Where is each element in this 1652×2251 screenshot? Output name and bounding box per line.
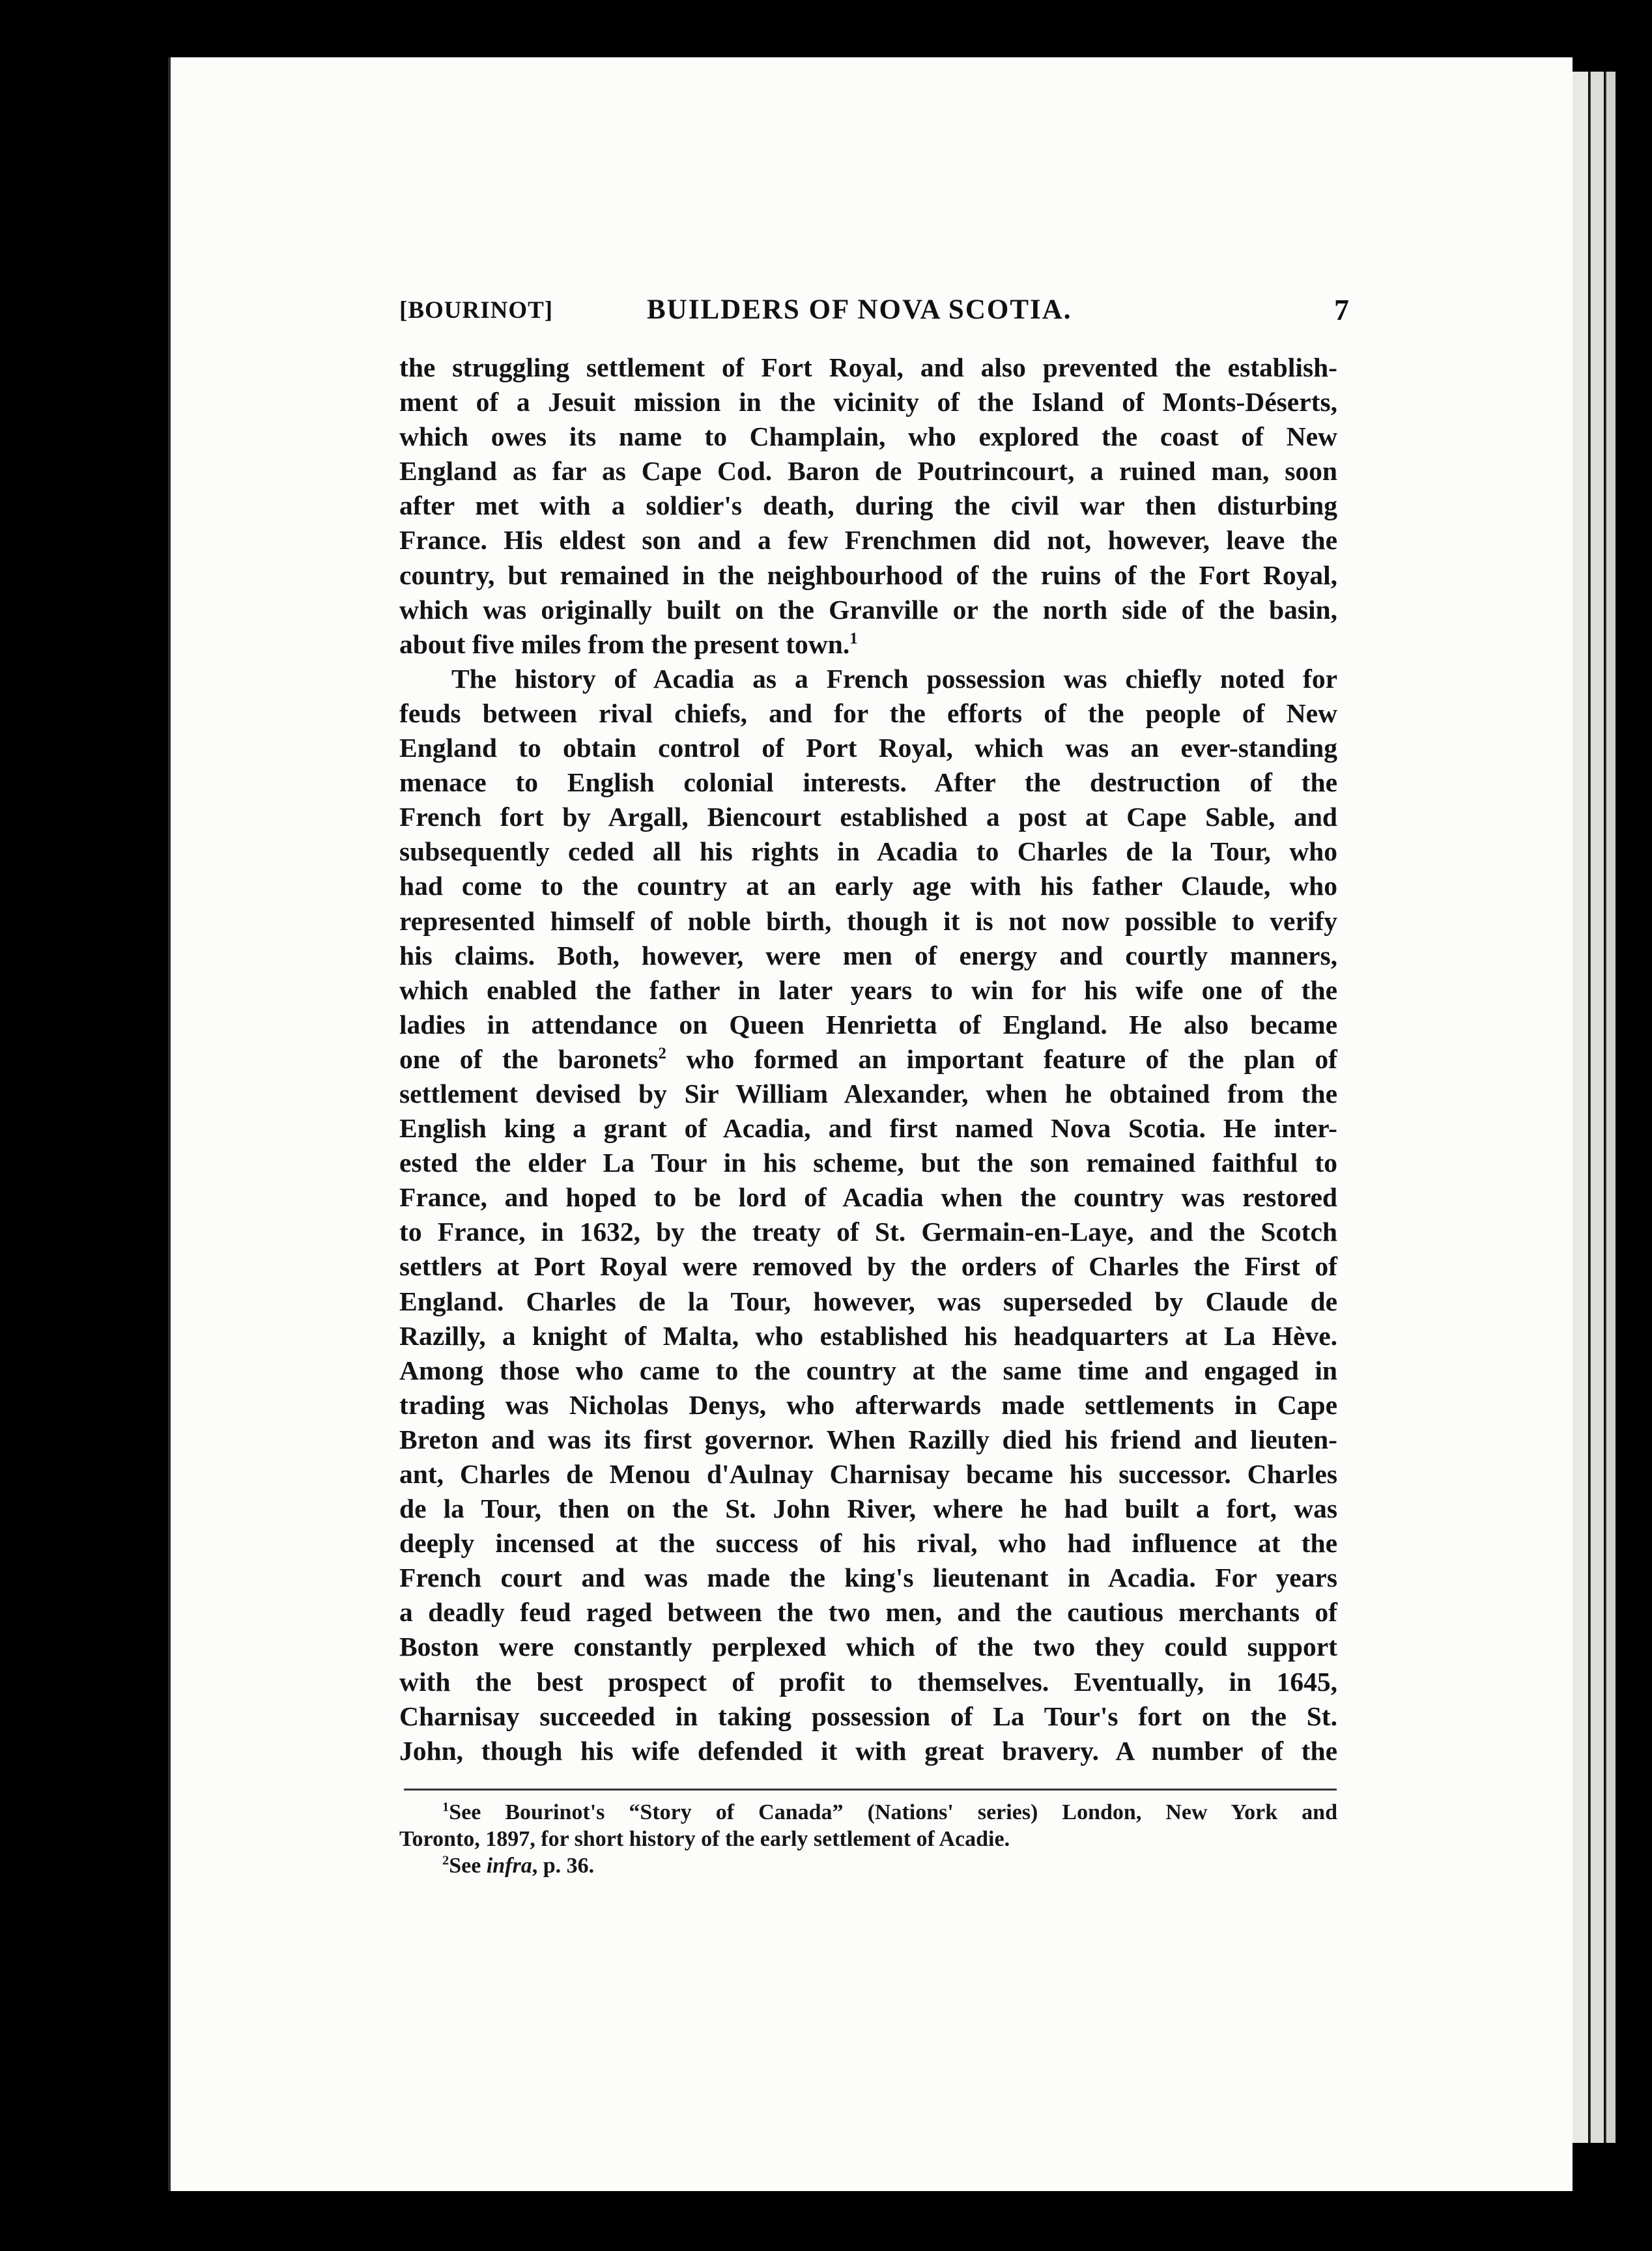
text-line: France. His eldest son and a few Frenchmen did not, however, leave the [399, 525, 1337, 556]
text-line: de la Tour, then on the St. John River, where he had built a fort, was [399, 1494, 1337, 1524]
footnote-ref: 1 [849, 629, 858, 647]
text-line: settlers at Port Royal were removed by the orders of Charles the First of [399, 1251, 1337, 1282]
text-line: the struggling settlement of Fort Royal, and also prevented the establish- [399, 352, 1337, 382]
text-line: with the best prospect of profit to themselves. Eventually, in 1645, [399, 1666, 1337, 1697]
footnote-mark: 1 [442, 1800, 449, 1815]
text-line: which was originally built on the Granville or the north side of the basin, [399, 594, 1337, 625]
running-head [399, 293, 1349, 335]
text-line: country, but remained in the neighbourhood of the ruins of the Fort Royal, [399, 559, 1337, 590]
footnote-text: , p. 36. [532, 1854, 595, 1878]
text-line: The history of Acadia as a French possession was chiefly noted for [451, 663, 1337, 694]
footnote-text: See Bourinot's “Story of Canada” (Nations' series) London, New York and [449, 1800, 1337, 1824]
body-text [399, 350, 1337, 1768]
footnote-divider [404, 1789, 1337, 1791]
text-line: deeply incensed at the success of his rival, who had influence at the [399, 1528, 1337, 1559]
text-line: subsequently ceded all his rights in Acadia to Charles de la Tour, who [399, 836, 1337, 867]
text-line: England to obtain control of Port Royal, which was an ever-standing [399, 733, 1337, 763]
text-line: to France, in 1632, by the treaty of St. Germain-en-Laye, and the Scotch [399, 1217, 1337, 1247]
text-line: trading was Nicholas Denys, who afterwards made settlements in Cape [399, 1389, 1337, 1420]
text-line: had come to the country at an early age with his father Claude, who [399, 871, 1337, 901]
text-span: one of the baronets [399, 1043, 659, 1074]
footnote-text: See [449, 1854, 487, 1878]
text-line: England as far as Cape Cod. Baron de Poutrincourt, a ruined man, soon [399, 456, 1337, 487]
text-line: menace to English colonial interests. After the destruction of the [399, 767, 1337, 798]
page-edge [1605, 72, 1616, 2143]
text-line: represented himself of noble birth, though it is not now possible to verify [399, 905, 1337, 936]
text-line: French court and was made the king's lieutenant in Acadia. For years [399, 1563, 1337, 1593]
footnote-1 [399, 1799, 1337, 1826]
text-line: feuds between rival chiefs, and for the efforts of the people of New [399, 698, 1337, 728]
text-line [399, 627, 1337, 662]
text-line: Razilly, a knight of Malta, who established his headquarters at La Hève. [399, 1320, 1337, 1351]
footnote-2 [399, 1852, 1337, 1879]
text-line: France, and hoped to be lord of Acadia when the country was restored [399, 1182, 1337, 1213]
text-line: ladies in attendance on Queen Henrietta of England. He also became [399, 1009, 1337, 1040]
running-head-author: [BOURINOT] [399, 297, 554, 324]
text-line: Breton and was its first governor. When Razilly died his friend and lieuten- [399, 1424, 1337, 1454]
text-line: Boston were constantly perplexed which of the two they could support [399, 1632, 1337, 1662]
page-edge [1589, 72, 1604, 2143]
text-line: after met with a soldier's death, during the civil war then disturbing [399, 490, 1337, 521]
text-line: John, though his wife defended it with great bravery. A number of the [399, 1735, 1337, 1766]
text-line: which owes its name to Champlain, who explored the coast of New [399, 421, 1337, 452]
text-line: English king a grant of Acadia, and first named Nova Scotia. He inter- [399, 1113, 1337, 1144]
text-line: a deadly feud raged between the two men, and the cautious merchants of [399, 1597, 1337, 1628]
text-line: settlement devised by Sir William Alexander, when he obtained from the [399, 1078, 1337, 1109]
footnote-mark: 2 [442, 1853, 449, 1868]
text-line: which enabled the father in later years to win for his wife one of the [399, 974, 1337, 1005]
text-line: Charnisay succeeded in taking possession of La Tour's fort on the St. [399, 1701, 1337, 1731]
text-line: ment of a Jesuit mission in the vicinity of the Island of Monts-Déserts, [399, 387, 1337, 418]
footnote-1-continued: Toronto, 1897, for short history of the early settlement of Acadie. [399, 1827, 1010, 1851]
text-line: his claims. Both, however, were men of energy and courtly manners, [399, 940, 1337, 970]
text-span: about five miles from the present town. [399, 629, 850, 659]
running-head-title: BUILDERS OF NOVA SCOTIA. [647, 294, 1072, 325]
text-line: French fort by Argall, Biencourt established a post at Cape Sable, and [399, 802, 1337, 832]
text-line: England. Charles de la Tour, however, was superseded by Claude de [399, 1286, 1337, 1316]
text-line: ant, Charles de Menou d'Aulnay Charnisay became his successor. Charles [399, 1459, 1337, 1489]
page-number: 7 [1334, 293, 1349, 326]
page-edge [1570, 72, 1588, 2143]
text-line: Among those who came to the country at the same time and engaged in [399, 1355, 1337, 1385]
footnotes [399, 1799, 1337, 1879]
footnote-italic: infra [486, 1854, 532, 1878]
footnote-ref: 2 [658, 1045, 666, 1063]
text-line: ested the elder La Tour in his scheme, but the son remained faithful to [399, 1148, 1337, 1178]
text-span: who formed an important feature of the plan of [666, 1043, 1337, 1074]
text-line [399, 1042, 1337, 1077]
